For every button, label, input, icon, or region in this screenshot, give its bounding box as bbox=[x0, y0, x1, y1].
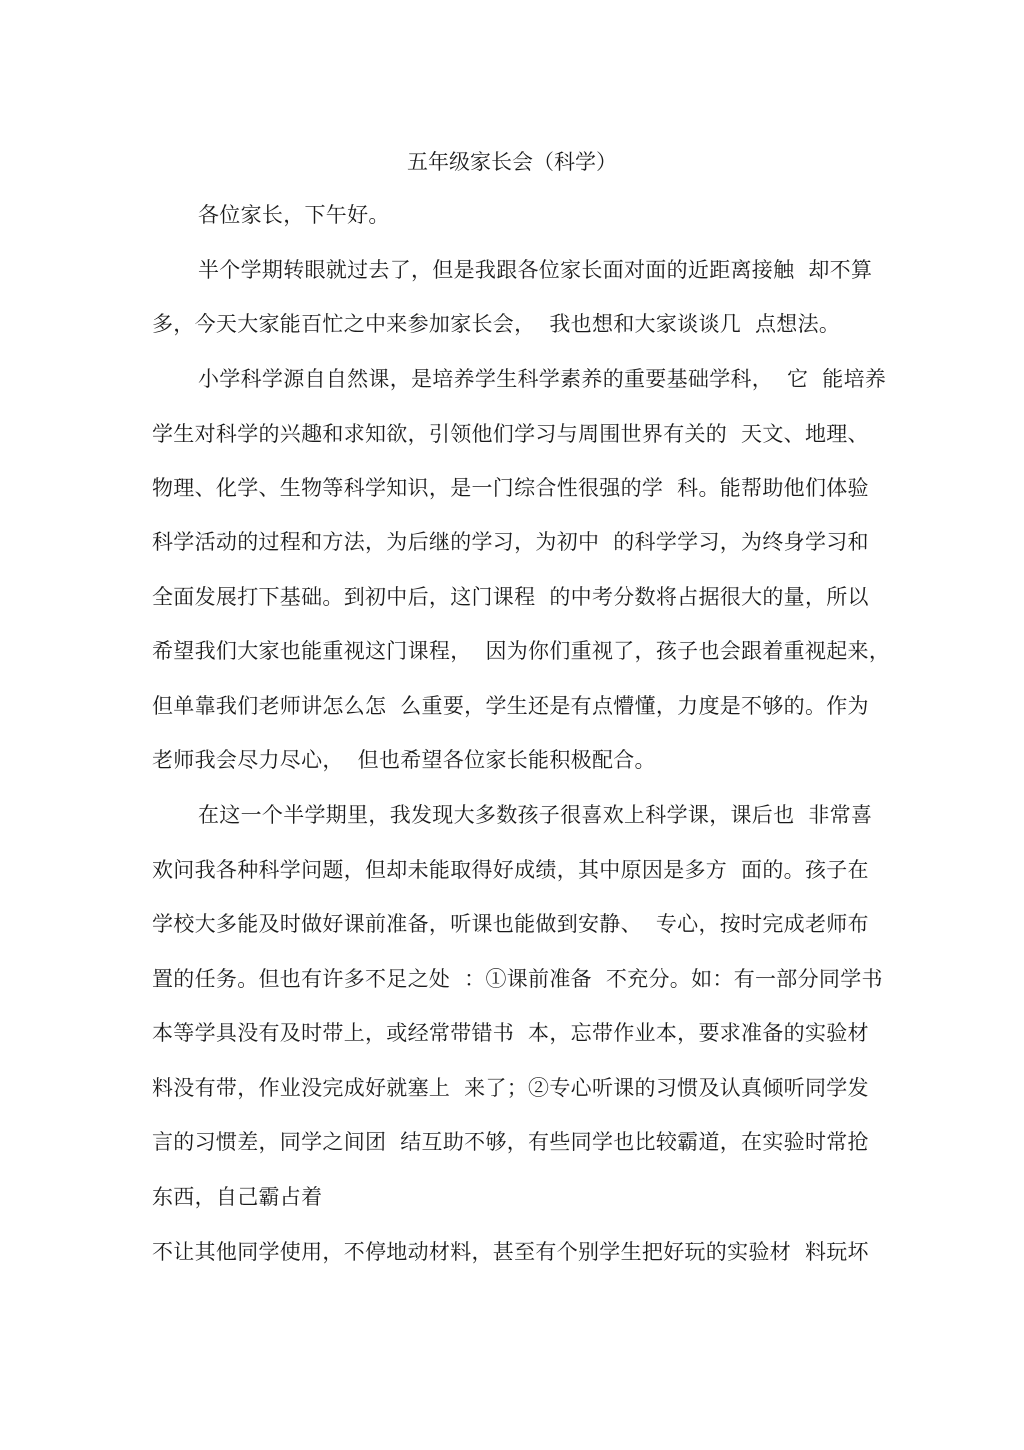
greeting-line: 各位家长，下午好。 bbox=[198, 203, 390, 227]
paragraph-line: 小学科学源自自然课，是培养学生科学素养的重要基础学科， 它 能培养 bbox=[198, 367, 887, 391]
paragraph-line: 欢问我各种科学问题，但却未能取得好成绩，其中原因是多方 面的。孩子在 bbox=[152, 858, 869, 882]
paragraph-line: 科学活动的过程和方法，为后继的学习，为初中 的科学学习，为终身学习和 bbox=[152, 530, 869, 554]
paragraph-line: 半个学期转眼就过去了，但是我跟各位家长面对面的近距离接触 却不算 bbox=[198, 258, 873, 282]
paragraph-line: 多，今天大家能百忙之中来参加家长会， 我也想和大家谈谈几 点想法。 bbox=[152, 312, 841, 336]
paragraph-line: 在这一个半学期里，我发现大多数孩子很喜欢上科学课，课后也 非常喜 bbox=[198, 803, 873, 827]
paragraph-line: 本等学具没有及时带上，或经常带错书 本，忘带作业本，要求准备的实验材 bbox=[152, 1021, 869, 1045]
paragraph-line: 学生对科学的兴趣和求知欲，引领他们学习与周围世界有关的 天文、地理、 bbox=[152, 422, 869, 446]
paragraph-line: 不让其他同学使用，不停地动材料，甚至有个别学生把好玩的实验材 料玩坏 bbox=[152, 1240, 869, 1264]
paragraph-line: 言的习惯差，同学之间团 结互助不够，有些同学也比较霸道，在实验时常抢 bbox=[152, 1130, 869, 1154]
paragraph-line: 置的任务。但也有许多不足之处 ：①课前准备 不充分。如：有一部分同学书 bbox=[152, 967, 883, 991]
paragraph-line: 但单靠我们老师讲怎么怎 么重要，学生还是有点懵懂，力度是不够的。作为 bbox=[152, 694, 869, 718]
document-title: 五年级家长会（科学） bbox=[407, 150, 617, 174]
paragraph-line: 希望我们大家也能重视这门课程， 因为你们重视了，孩子也会跟着重视起来， bbox=[152, 639, 891, 663]
paragraph-line: 料没有带，作业没完成好就塞上 来了；②专心听课的习惯及认真倾听同学发 bbox=[152, 1076, 869, 1100]
paragraph-line: 全面发展打下基础。到初中后，这门课程 的中考分数将占据很大的量，所以 bbox=[152, 585, 869, 609]
paragraph-line: 物理、化学、生物等科学知识，是一门综合性很强的学 科。能帮助他们体验 bbox=[152, 476, 869, 500]
paragraph-line: 学校大多能及时做好课前准备，听课也能做到安静、 专心，按时完成老师布 bbox=[152, 912, 869, 936]
paragraph-line: 东西，自己霸占着 bbox=[152, 1185, 323, 1209]
paragraph-line: 老师我会尽力尽心， 但也希望各位家长能积极配合。 bbox=[152, 748, 656, 772]
